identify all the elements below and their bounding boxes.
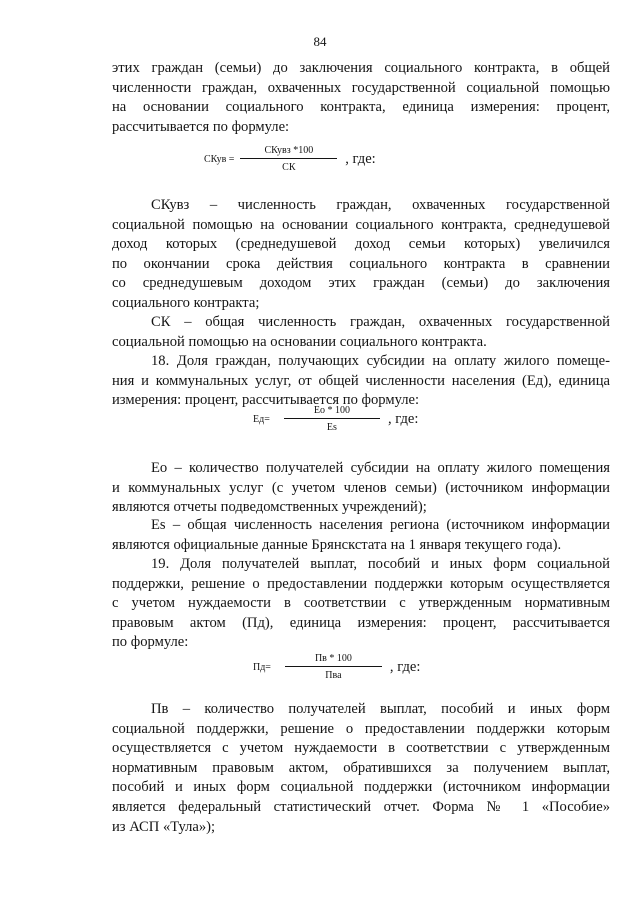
text-line: из АСП «Тула»);: [112, 818, 216, 835]
paragraph-pv-definition: [112, 700, 610, 837]
paragraph-item-18: [112, 352, 610, 411]
formula-numerator: СКувз *100: [240, 145, 337, 159]
formula-suffix: , где:: [389, 659, 421, 675]
formula-skuv: [204, 145, 376, 174]
formula-suffix: , где:: [345, 151, 376, 167]
text-line: измерения: процент, рассчитывается по формуле:: [112, 392, 420, 409]
formula-numerator: Пв * 100: [285, 653, 382, 667]
text-line: по окончании срока действия социального контракта в сравнении: [112, 255, 610, 272]
text-line: социального контракта;: [112, 294, 260, 311]
text-line: с учетом нуждаемости в соответствии с утвержденным нормативным: [112, 595, 610, 612]
paragraph-skuvz-definition: [112, 196, 610, 314]
formula-denominator: Пва: [325, 670, 342, 681]
formula-lhs: СКув =: [204, 154, 235, 165]
formula-denominator: СК: [282, 162, 296, 173]
formula-lhs: Пд=: [253, 662, 271, 673]
formula-suffix: , где:: [387, 411, 419, 427]
text-line: Еs – общая численность населения региона (источником информации: [151, 517, 610, 533]
text-line: по формуле:: [112, 634, 189, 651]
formula-denominator: Еs: [326, 422, 337, 433]
text-line: поддержки, решение о предоставлении поддержки которым осуществляется: [112, 575, 610, 592]
formula-pd: [253, 653, 420, 682]
text-line: социальной поддержки, решение о предоставлении поддержки которым: [112, 720, 610, 737]
formula-numerator: Ео * 100: [284, 405, 380, 419]
text-line: осуществляется с учетом нуждаемости в соответствии с утвержденным: [112, 740, 610, 757]
text-line: нормативным правовым актом, обратившихся за получением выплат,: [112, 759, 610, 776]
text-line: является федеральный статистический отчет. Форма № 1 «Пособие»: [112, 798, 610, 815]
formula-fraction: [284, 405, 380, 434]
paragraph-eo-definition: [112, 459, 610, 518]
text-line: ния и коммунальных услуг, от общей численности населения (Ед), единица: [112, 372, 610, 389]
formula-lhs: Ед=: [253, 414, 270, 425]
text-line: пособий и иных форм социальной поддержки (источником информации: [112, 779, 610, 796]
text-line: 19. Доля получателей выплат, пособий и иных форм социальной: [151, 556, 610, 572]
text-line: этих граждан (семьи) до заключения социального контракта, в общей: [112, 60, 610, 76]
text-line: численности граждан, охваченных государственной социальной помощью: [112, 79, 610, 96]
text-line: Ео – количество получателей субсидии на оплату жилого помещения: [151, 460, 610, 476]
text-line: Пв – количество получателей выплат, пособий и иных форм: [151, 701, 610, 717]
text-line: 18. Доля граждан, получающих субсидии на оплату жилого помеще-: [151, 353, 610, 369]
text-line: СКувз – численность граждан, охваченных государственной: [151, 197, 610, 213]
text-line: доход которых (среднедушевой доход семьи которых) увеличился: [112, 236, 610, 253]
paragraph-es-definition: [112, 516, 610, 555]
paragraph-item-19: [112, 555, 610, 653]
text-line: социальной помощью на основании социального контракта.: [112, 333, 487, 350]
page-number: 84: [313, 34, 327, 49]
formula-fraction: [285, 653, 382, 682]
text-line: являются официальные данные Брянскстата на 1 января текущего года).: [112, 536, 562, 553]
paragraph-sk-definition: [112, 313, 610, 352]
text-line: социальной помощью на основании социального контракта, среднедушевой: [112, 216, 610, 233]
text-line: являются отчеты подведомственных учреждений);: [112, 499, 427, 516]
formula-ed: [253, 405, 418, 434]
text-line: со среднедушевым доходом этих граждан (семьи) до заключения: [112, 275, 610, 292]
text-line: правовым актом (Пд), единица измерения: процент, рассчитывается: [112, 614, 610, 631]
text-line: рассчитывается по формуле:: [112, 118, 290, 135]
text-line: на основании социального контракта, единица измерения: процент,: [112, 99, 610, 116]
paragraph-intro: [112, 59, 610, 137]
text-line: и коммунальных услуг (с учетом членов семьи) (источником информации: [112, 479, 610, 496]
text-line: СК – общая численность граждан, охваченных государственной: [151, 314, 610, 330]
formula-fraction: [240, 145, 337, 174]
